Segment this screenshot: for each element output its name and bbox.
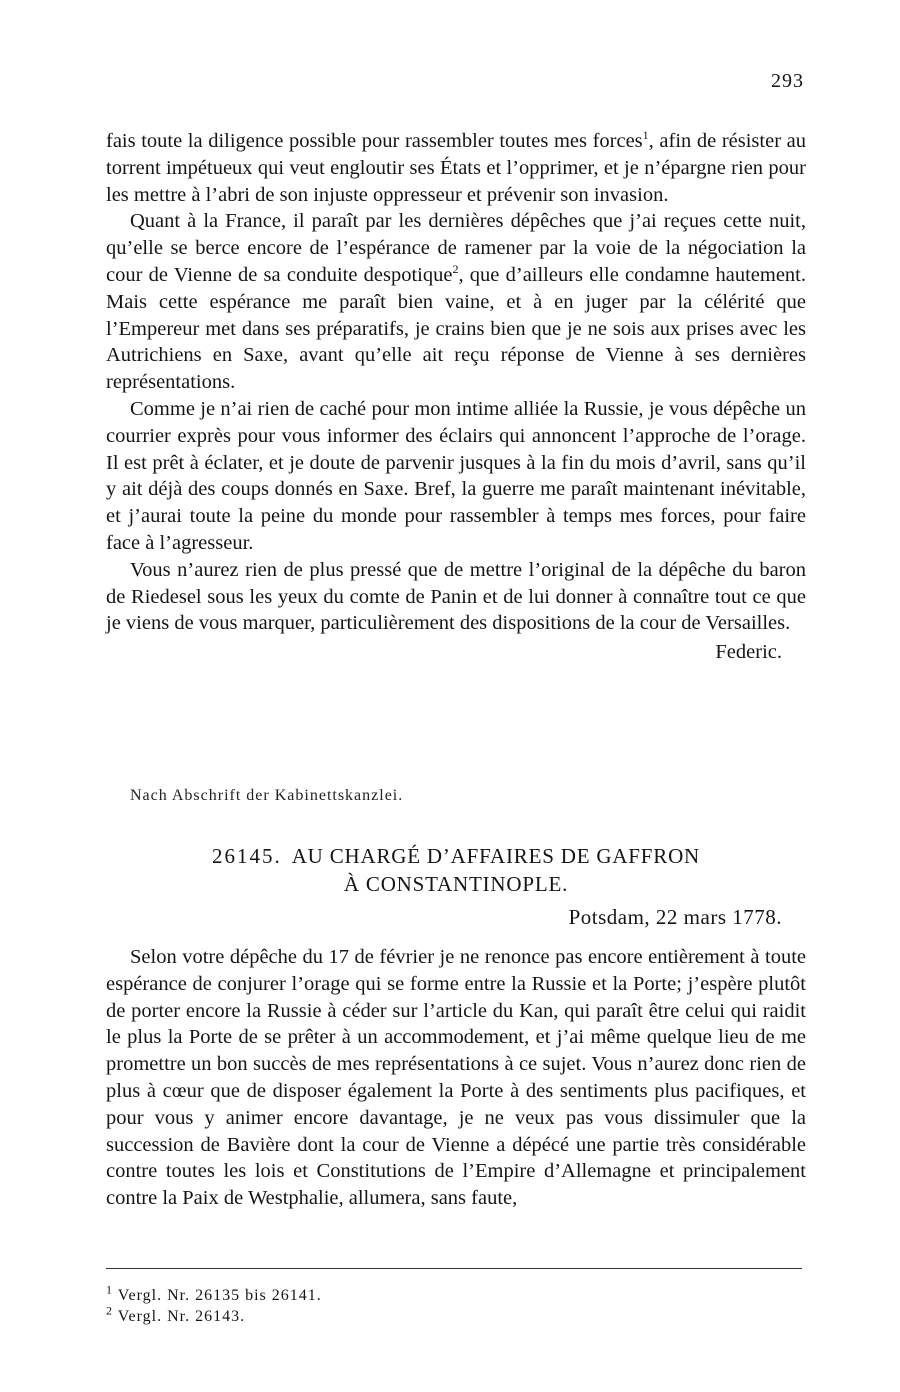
letter-1-body bbox=[106, 128, 806, 666]
dateline: Potsdam, 22 mars 1778. bbox=[568, 905, 782, 929]
paragraph: Comme je n’ai rien de caché pour mon intime alliée la Russie, je vous dépêche un courrier exprès pour vous informer des éclairs qui annoncent l’approche de l’orage. Il est prêt à éclater, et je doute de parvenir jusques à la fin du mois d’avril, sans qu’il y ait déjà des coups donnés en Saxe. Bref, la guerre me paraît maintenant inévitable, et j’aurai toute la peine du monde pour rassembler à temps mes forces, pour faire face à l’agresseur. bbox=[106, 397, 806, 554]
page-number: 293 bbox=[771, 70, 804, 92]
footnote-marker: 2 bbox=[452, 262, 459, 277]
letter-heading bbox=[106, 842, 806, 898]
paragraph: fais toute la diligence possible pour rassembler toutes mes forces$^1$, afin de résister au torrent impétueux qui veut engloutir ses États et l’opprimer, et je n’épargne rien pour les mettre à l’abri de son injuste oppresseur et prévenir son invasion. bbox=[106, 128, 806, 206]
signature: Federic. bbox=[715, 641, 782, 664]
footnote: $^2$ Vergl. Nr. 26143. bbox=[106, 1303, 246, 1325]
letter-number: 26145. bbox=[211, 844, 282, 868]
footnotes bbox=[106, 1282, 322, 1327]
heading-line-1: 26145. AU CHARGÉ D’AFFAIRES DE GAFFRON bbox=[211, 844, 701, 868]
paragraph: Vous n’aurez rien de plus pressé que de mettre l’original de la dépêche du baron de Riedesel sous les yeux du comte de Panin et de lui donner à connaître tout ce que je viens de vous marquer, particulièrement des dispositions de la cour de Versailles. bbox=[106, 558, 806, 635]
heading-line-2: À CONSTANTINOPLE. bbox=[343, 872, 569, 896]
footnote-divider bbox=[106, 1268, 802, 1269]
footnote: $^1$ Vergl. Nr. 26135 bis 26141. bbox=[106, 1282, 322, 1304]
footnote-marker: 1 bbox=[642, 128, 649, 143]
source-note: Nach Abschrift der Kabinettskanzlei. bbox=[130, 787, 404, 804]
paragraph: Quant à la France, il paraît par les dernières dépêches que j’ai reçues cette nuit, qu’elle se berce encore de l’espérance de ramener par la voie de la négociation la cour de Vienne de sa conduite despotique$^2$, que d’ailleurs elle condamne hautement. Mais cette espérance me paraît bien vaine, et à en juger par la célérité que l’Empereur met dans ses préparatifs, je crains bien que je ne sois aux prises avec les Autrichiens en Saxe, avant qu’elle ait reçu réponse de Vienne à ses dernières représentations. bbox=[106, 210, 806, 394]
letter-2-body bbox=[106, 944, 806, 1212]
paragraph: Selon votre dépêche du 17 de février je ne renonce pas encore entièrement à toute espérance de conjurer l’orage qui se forme entre la Russie et la Porte; j’espère plutôt de porter encore la Russie à céder sur l’article du Kan, qui paraît être celui qui raidit le plus la Porte de se prêter à un accommodement, et j’ai même quelque lieu de me promettre un bon succès de mes représentations à ce sujet. Vous n’aurez donc rien de plus à cœur que de disposer également la Porte à des sentiments plus pacifiques, et pour vous y animer encore davantage, je ne veux pas vous dissimuler que la succession de Bavière dont la cour de Vienne a dépécé une partie très considérable contre toutes les lois et Constitutions de l’Empire d’Allemagne et principalement contre la Paix de Westphalie, allumera, sans faute, bbox=[106, 946, 806, 1210]
